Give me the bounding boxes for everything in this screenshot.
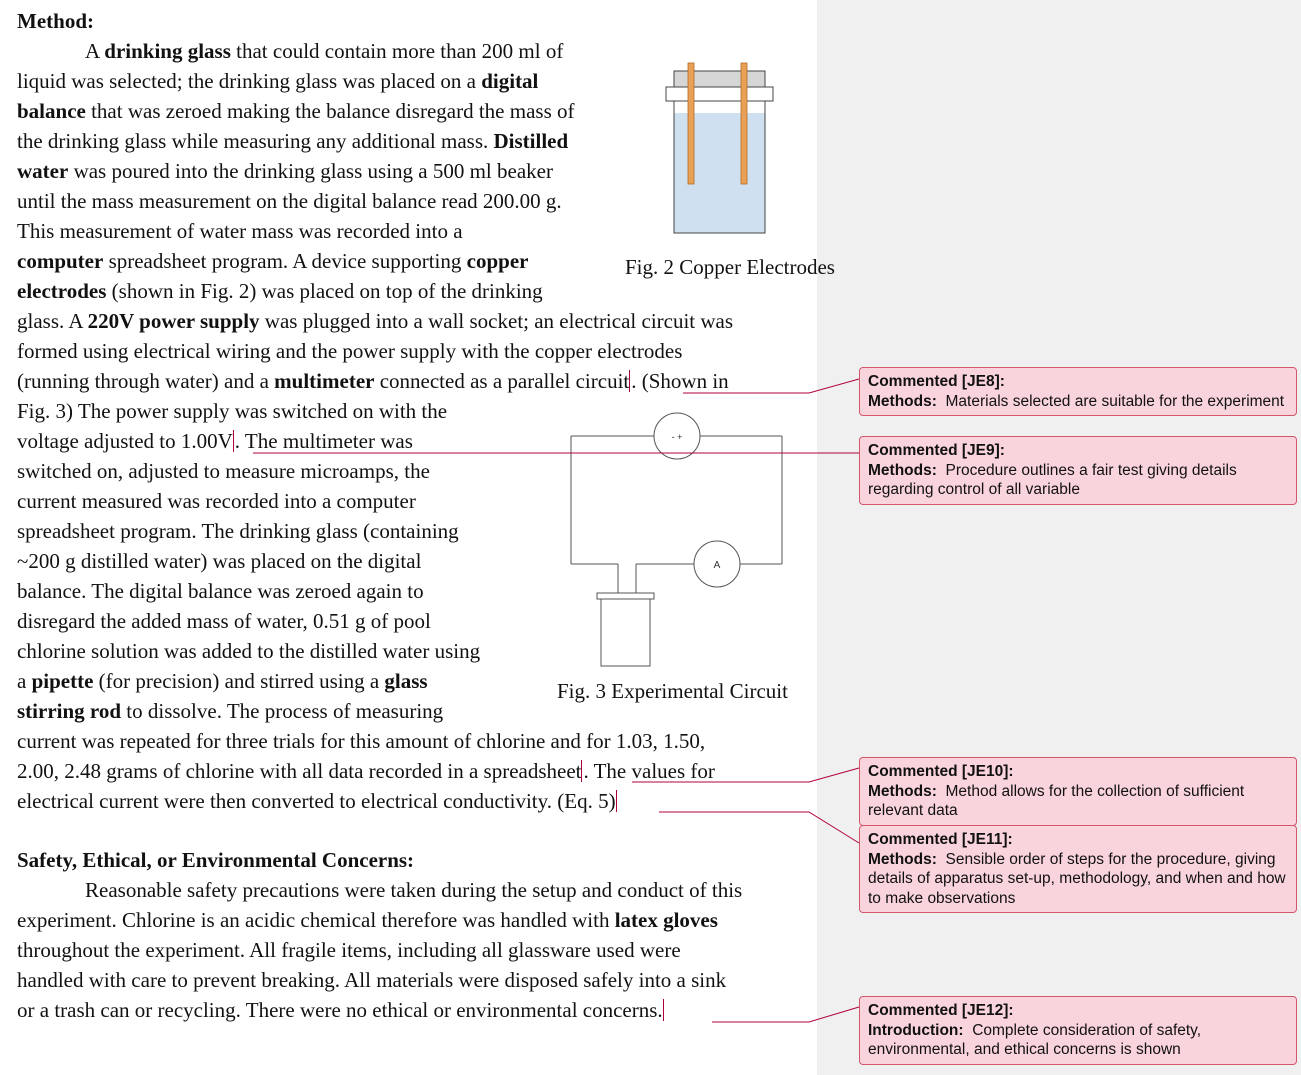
comment-title: Commented [JE11]:	[868, 831, 1013, 848]
text-run: disregard the added mass of water, 0.51 g of pool	[17, 609, 431, 633]
text-run: a	[17, 669, 32, 693]
bold-term: multimeter	[274, 369, 375, 393]
connector-je8	[683, 379, 859, 393]
comment-je12[interactable]	[859, 996, 1297, 1065]
text-run: 2.00, 2.48 grams of chlorine with all data recorded in a spreadsheet	[17, 759, 582, 783]
comment-label: Introduction:	[868, 1021, 964, 1039]
fig3-ammeter-symbol: A	[713, 560, 721, 571]
comment-label: Methods:	[868, 782, 937, 800]
connector-je12	[712, 1007, 859, 1022]
method-heading: Method:	[17, 9, 94, 33]
text-run: Fig. 3) The power supply was switched on with the	[17, 399, 448, 423]
comment-text: Procedure outlines a fair test giving details regarding control of all variable	[868, 461, 1237, 498]
bold-term: electrodes	[17, 279, 107, 303]
comment-title: Commented [JE8]:	[868, 373, 1005, 390]
text-run: spreadsheet program. A device supporting	[103, 249, 467, 273]
safety-heading: Safety, Ethical, or Environmental Concerns:	[17, 848, 415, 872]
comment-title: Commented [JE9]:	[868, 442, 1005, 459]
comment-je11[interactable]	[859, 825, 1297, 913]
text-run: (for precision) and stirred using a	[93, 669, 385, 693]
text-run: Reasonable safety precautions were taken during the setup and conduct of this	[85, 878, 743, 902]
comment-text: Materials selected are suitable for the experiment	[945, 392, 1285, 410]
fig3-beaker	[601, 599, 650, 666]
text-run: was plugged into a wall socket; an electrical circuit was	[259, 309, 734, 333]
text-run: This measurement of water mass was recorded into a	[17, 219, 463, 243]
text-run: formed using electrical wiring and the power supply with the copper electrodes	[17, 339, 683, 363]
bold-term: water	[17, 159, 69, 183]
comment-title: Commented [JE10]:	[868, 763, 1014, 780]
bold-term: copper	[466, 249, 529, 273]
text-run: until the mass measurement on the digital balance read 200.00 g.	[17, 189, 562, 213]
text-run: switched on, adjusted to measure microamps, the	[17, 459, 430, 483]
bold-term: glass	[384, 669, 428, 693]
fig2-electrode-left	[688, 63, 694, 184]
text-run: . The multimeter was	[234, 429, 413, 453]
fig2-caption: Fig. 2 Copper Electrodes	[625, 255, 835, 279]
text-run: . The values for	[583, 759, 715, 783]
bold-term: 220V power supply	[87, 309, 260, 333]
bold-term: pipette	[31, 669, 94, 693]
text-run: or a trash can or recycling. There were no ethical or environmental concerns.	[17, 998, 663, 1022]
text-run: A	[85, 39, 105, 63]
text-run: ~200 g distilled water) was placed on the digital	[17, 549, 422, 573]
comment-text: Sensible order of steps for the procedure, giving details of apparatus set-up, methodology, and when and how to make observations	[868, 850, 1286, 907]
text-run: electrical current were then converted to electrical conductivity. (Eq. 5)	[17, 789, 616, 813]
comment-je9[interactable]	[859, 436, 1297, 505]
bold-term: digital	[481, 69, 539, 93]
bold-term: drinking glass	[104, 39, 231, 63]
text-run: handled with care to prevent breaking. All materials were disposed safely into a sink	[17, 968, 727, 992]
connector-je11	[659, 812, 859, 843]
text-run: chlorine solution was added to the distilled water using	[17, 639, 481, 663]
fig3-power-symbol: - +	[671, 432, 683, 442]
text-run: (shown in Fig. 2) was placed on top of the drinking	[106, 279, 543, 303]
text-run: . (Shown in	[631, 369, 729, 393]
fig3-holder	[597, 593, 654, 599]
text-run: to dissolve. The process of measuring	[121, 699, 444, 723]
comment-je8[interactable]	[859, 367, 1297, 416]
comment-je10[interactable]	[859, 757, 1297, 826]
fig3-circuit	[571, 413, 782, 666]
text-run: current was repeated for three trials for this amount of chlorine and for 1.03, 1.50,	[17, 729, 706, 753]
text-run: (running through water) and a	[17, 369, 275, 393]
bold-term: balance	[17, 99, 86, 123]
bold-term: computer	[17, 249, 104, 273]
comment-label: Methods:	[868, 850, 937, 868]
text-run: voltage adjusted to 1.00V	[17, 429, 233, 453]
comment-text: Complete consideration of safety, environmental, and ethical concerns is shown	[868, 1021, 1202, 1058]
fig2-electrode-right	[741, 63, 747, 184]
bold-term: latex gloves	[614, 908, 718, 932]
text-run: balance. The digital balance was zeroed again to	[17, 579, 424, 603]
fig2-beaker	[666, 63, 773, 233]
text-run: the drinking glass while measuring any additional mass.	[17, 129, 494, 153]
text-run: spreadsheet program. The drinking glass (containing	[17, 519, 459, 543]
connector-je10	[632, 768, 859, 782]
text-run: glass. A	[17, 309, 88, 333]
bold-term: Distilled	[493, 129, 569, 153]
comment-title: Commented [JE12]:	[868, 1002, 1014, 1019]
text-run: experiment. Chlorine is an acidic chemical therefore was handled with	[17, 908, 615, 932]
text-run: liquid was selected; the drinking glass was placed on a	[17, 69, 482, 93]
comment-text: Method allows for the collection of sufficient relevant data	[868, 782, 1245, 819]
text-run: current measured was recorded into a computer	[17, 489, 416, 513]
text-run: connected as a parallel circuit	[374, 369, 630, 393]
text-run: throughout the experiment. All fragile items, including all glassware used were	[17, 938, 681, 962]
text-run: was poured into the drinking glass using a 500 ml beaker	[68, 159, 553, 183]
comment-label: Methods:	[868, 392, 937, 410]
comment-label: Methods:	[868, 461, 937, 479]
bold-term: stirring rod	[17, 699, 122, 723]
fig3-caption: Fig. 3 Experimental Circuit	[557, 679, 788, 703]
fig2-holder	[666, 87, 773, 101]
text-run: that was zeroed making the balance disregard the mass of	[85, 99, 575, 123]
text-run: that could contain more than 200 ml of	[230, 39, 564, 63]
